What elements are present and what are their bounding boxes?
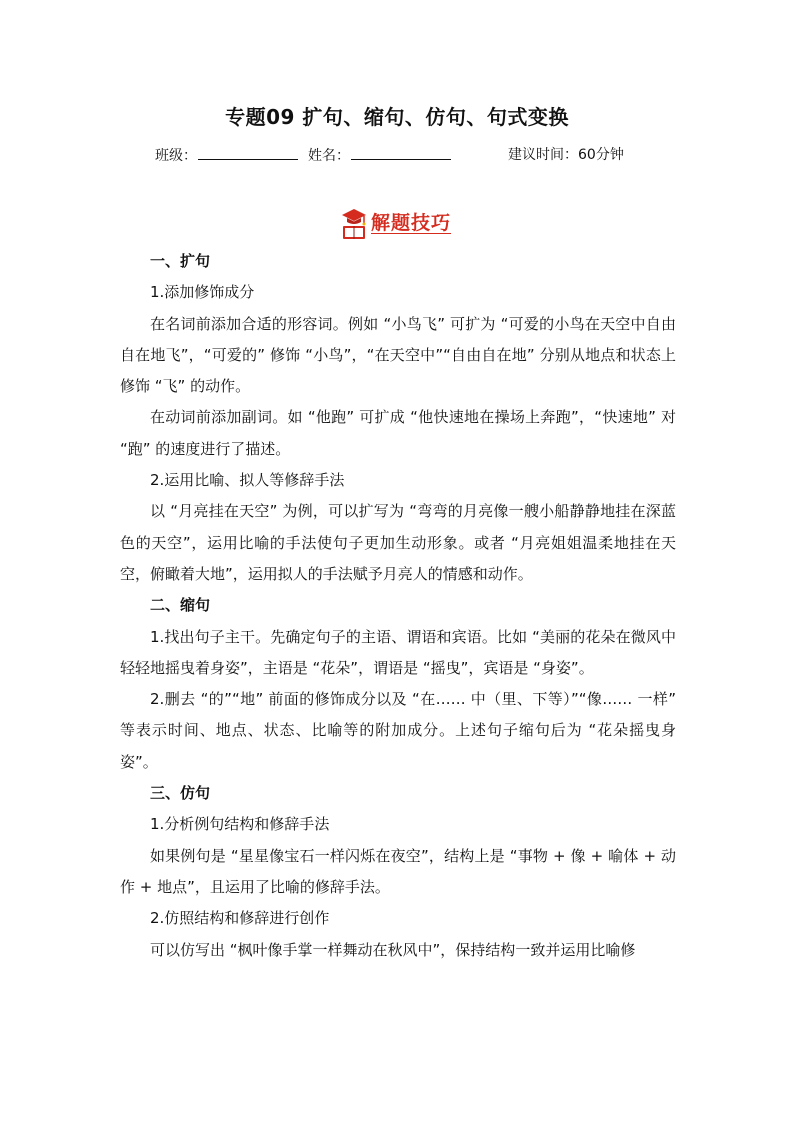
name-blank-line (351, 145, 451, 160)
content-body (120, 246, 676, 966)
paragraph: 1.找出句子主干。先确定句子的主语、谓语和宾语。比如 “美丽的花朵在微风中轻轻地摇曳着身姿”，主语是 “花朵”，谓语是 “摇曳”，宾语是 “身姿”。 (120, 627, 676, 677)
section-heading: 二、缩句 (150, 596, 211, 615)
section-heading: 三、仿句 (150, 784, 211, 803)
graduation-cap-book-icon (341, 208, 367, 240)
subsection-heading: 1.添加修饰成分 (150, 283, 255, 302)
paragraph: 可以仿写出 “枫叶像手掌一样舞动在秋风中”，保持结构一致并运用比喻修 (150, 940, 636, 959)
paragraph: 如果例句是 “星星像宝石一样闪烁在夜空”，结构上是 “事物 + 像 + 喻体 + 动作 + 地点”，且运用了比喻的修辞手法。 (120, 846, 676, 896)
tips-label: 解题技巧 (371, 212, 452, 234)
subsection-heading: 2.运用比喻、拟人等修辞手法 (150, 471, 345, 490)
paragraph: 2.删去 “的”“地” 前面的修饰成分以及 “在…… 中（里、下等）”“像…… 一样” 等表示时间、地点、状态、比喻等的附加成分。上述句子缩句后为 “花朵摇曳身姿”。 (120, 690, 676, 771)
class-field (155, 145, 298, 166)
paragraph: 在名词前添加合适的形容词。例如 “小鸟飞” 可扩为 “可爱的小鸟在天空中自由自在地飞”，“可爱的” 修饰 “小鸟”，“在天空中”“自由自在地” 分别从地点和状态上修饰 “飞” 的动作。 (120, 314, 676, 396)
class-label: 班级： (155, 148, 197, 164)
subsection-heading: 2.仿照结构和修辞进行创作 (150, 909, 330, 928)
paragraph: 以 “月亮挂在天空” 为例，可以扩写为 “弯弯的月亮像一艘小船静静地挂在深蓝色的天空”，运用比喻的手法使句子更加生动形象。或者 “月亮姐姐温柔地挂在天空，俯瞰着大地”，运用拟人的手法赋予月亮人的情感和动作。 (120, 502, 676, 583)
name-label: 姓名： (308, 148, 350, 164)
name-field (308, 145, 451, 166)
class-blank-line (198, 145, 298, 160)
section-heading: 一、扩句 (150, 252, 211, 270)
suggested-time: 建议时间：60分钟 (508, 147, 624, 163)
paragraph: 在动词前添加副词。如 “他跑” 可扩成 “他快速地在操场上奔跑”，“快速地” 对 “跑” 的速度进行了描述。 (120, 408, 676, 458)
subsection-heading: 1.分析例句结构和修辞手法 (150, 815, 330, 834)
page-title: 专题09 扩句、缩句、仿句、句式变换 (225, 105, 569, 129)
tips-heading (341, 207, 471, 241)
